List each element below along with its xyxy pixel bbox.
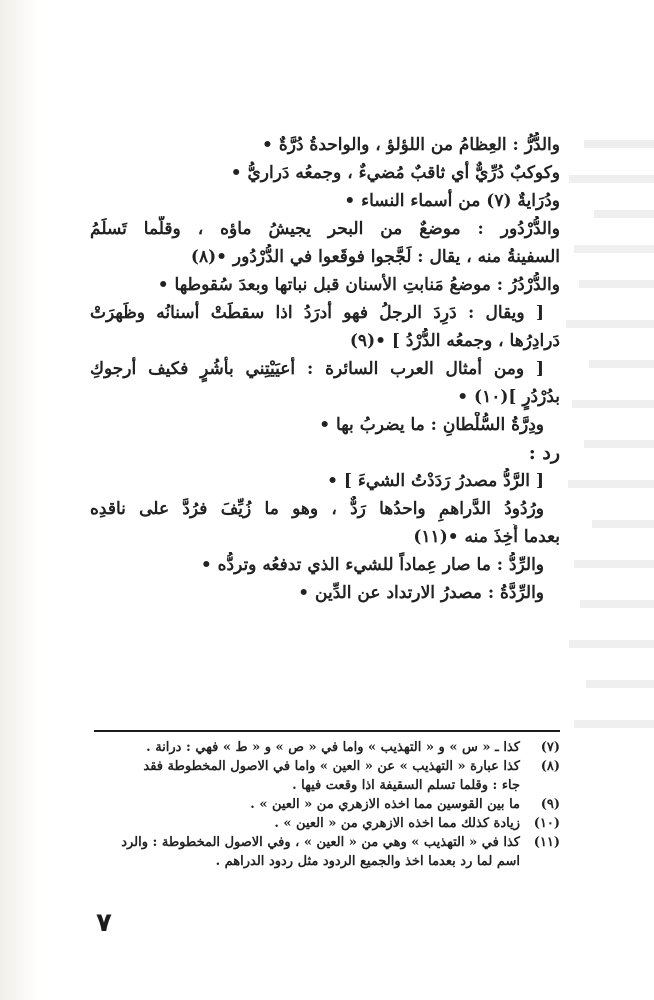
footnote-text: كذا ـ « س » و « التهذيب » واما في « ص » و « ط » فهي : درانة . [146,740,520,755]
entry-heading: رد : [528,442,560,464]
footnote-number: (٩) [540,797,560,812]
text-line: والرِّدَّةُ : مصدرُ الارتداد عن الدِّين • [298,583,544,603]
footnote-number: (٨) [540,759,560,774]
footnote-text: اسم لما رد بعدما اخذ والجميع الردود مثل ردود الدراهم . [215,854,520,869]
footnote [90,814,560,833]
footnote-text: زيادة كذلك مما اخذه الازهري من « العين » . [274,816,520,831]
footnote [90,833,560,852]
footnote [90,795,560,814]
text-line: [ ومن أمثال العرب السائرة : أعيَيْتِني بأُشُرٍ فكيف أرجوكِ [90,359,544,379]
footnote [90,738,560,757]
footnote-number: (١١) [533,835,560,850]
text-line: دَرادِرُها ، وجمعُه الدُّرْدُ ] •(٩) [349,331,560,351]
footnote-continuation [90,852,560,871]
text-line: والرِّدُّ : ما صار عِماداً للشيء الذي تدفعُه وتردُّه • [200,555,544,575]
footnote [90,757,560,776]
main-text [90,132,560,608]
text-line: [ الرَّدُّ مصدرُ رَدَدْتُ الشيءَ ] • [327,471,544,491]
footnote-divider [94,730,560,732]
bleed-through-shadow [564,120,654,920]
text-line: والدُّرْدُور : موضعٌ من البحر يجيشُ ماؤه ، وقلَّما تَسلَمُ [90,219,560,239]
text-line: وكوكبٌ دُرِّيٌّ أي ثاقبٌ مُضيءٌ ، وجمعُه دَراريُّ • [230,163,560,183]
text-line: بدُرْدُرٍ ](١٠) • [457,387,560,407]
text-line: السفينةُ منه ، يقال : لَجَّجوا فوقَعوا في الدُّرْدُور •(٨) [190,247,560,267]
text-line: بعدما أُخِذَ منه •(١١) [413,527,560,547]
footnotes [90,738,560,871]
text-line: ودُرَايةٌ (٧) من أسماء النساء • [344,191,560,211]
text-line: والدُّرُّ : العِظامُ من اللؤلؤ ، والواحدةُ دُرَّةٌ • [262,135,560,155]
text-line: ودِرَّةُ السُّلْطانِ : ما يضربُ بها • [319,415,544,435]
text-line: [ ويقال : دَرِدَ الرجلُ فهو أدرَدُ اذا سقطَتْ أسنانُه وظَهرَتْ [90,303,544,323]
footnote-text: كذا في « التهذيب » وهي من « العين » ، وفي الاصول المخطوطة : والرد [121,835,520,850]
footnote-text: جاء : وقلما تسلم السقيفة اذا وقعت فيها . [292,778,520,793]
text-line: والدُّرْدُرُ : موضعُ مَنابتِ الأسنان قبل نباتها وبعدَ سُقوطها • [157,275,560,295]
text-line: ورُدُودُ الدَّراهمِ واحدُها رَدٌّ ، وهو ما زُيِّفَ فرُدَّ على ناقدِه [90,499,544,519]
footnote-text: ما بين القوسين مما اخذه الازهري من « العين » . [250,797,520,812]
footnote-number: (٧) [540,740,560,755]
page-number: ٧ [96,908,112,938]
footnote-text: كذا عبارة « التهذيب » عن « العين » واما في الاصول المخطوطة فقد [143,759,520,774]
footnote-continuation [90,776,560,795]
footnote-number: (١٠) [533,816,560,831]
